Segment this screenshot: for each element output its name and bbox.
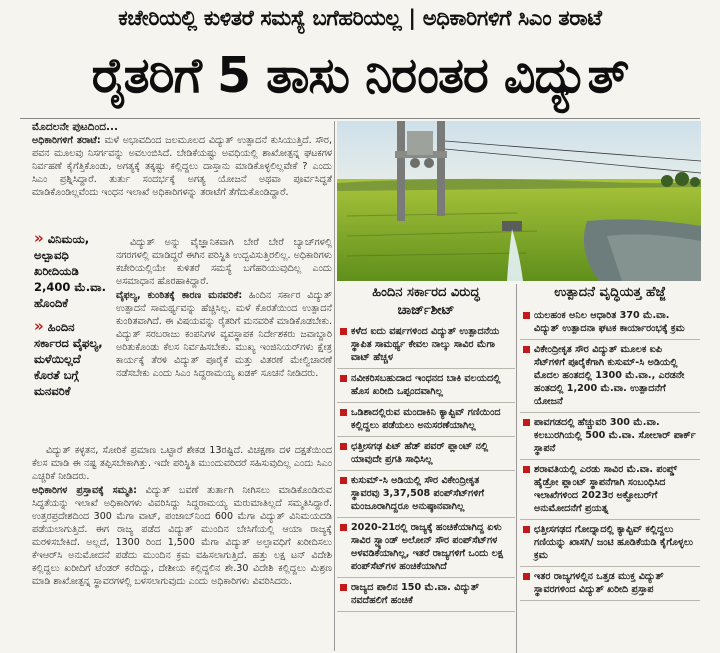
article-para-5: ವಿದ್ಯುತ್ ಬವಣೆ ತುರ್ತಾಗಿ ನೀಗಿಸಲು ಮಾಡಿಕೊಂಡಿರುವ ಸಿದ್ಧತೆಯನ್ನು ಇಲಾಖೆ ಅಧಿಕಾರಿಗಳು ವಿವರಿಸಿದ್ದು ಸಿದ್ದರಾಮಯ್ಯ ಮರುಮಾತಿಲ್ಲದೆ ಸಮ್ಮತಿಸಿದ್ದಾರೆ. ಉತ್ತರಪ್ರದೇಶದಿಂದ 300 ಮೆಗಾ ವಾಟ್, ಪಂಜಾಬ್‌ನಿಂದ 600 ಮೆಗಾ ವಿದ್ಯುತ್ ವಿನಿಮಯದಡಿ ಪಡೆಯಲಾಗುತ್ತಿದೆ. ಈಗ ರಾಜ್ಯ ಪಡೆದ ವಿದ್ಯುತ್ ಮುಂದಿನ ಬೇಸಿಗೆಯಲ್ಲಿ ಆಯಾ ರಾಜ್ಯಕ್ಕೆ ಮರಳಿಸಬೇಕಿದೆ. ಅಲ್ಲದೆ, 1300 ರಿಂದ 1,500 ಮೆಗಾ ವಿದ್ಯುತ್ ಅಲ್ಪಾವಧಿಗೆ ಖರೀದಿಸಲು ಕೆಇಆರ್‌ಸಿ ಅನುಮೋದನೆ ಪಡೆದು ಮುಂದಿನ ಕ್ರಮ ವಹಿಸಲಾಗುತ್ತಿದೆ. ಹತ್ತು ಲಕ್ಷ ಟನ್ ವಿದೇಶಿ ಕಲ್ಲಿದ್ದಲು ಖರೀದಿಗೆ ಟೆಂಡರ್ ಕರೆದಿದ್ದು, ದೇಶೀಯ ಕಲ್ಲಿದ್ದಲಿನ ಶೇ.30 ವಿದೇಶಿ ಕಲ್ಲಿದ್ದಲು ಮಿಶ್ರಣ ಮಾಡಿ ಶಾಖೋತ್ಪನ್ನ ಸ್ಥಾವರಗಳಲ್ಲಿ ಬಳಸಲಾಗುವುದು ಎಂದು ಅಧಿಕಾರಿಗಳು ವಿವರಿಸಿದರು. <box>32 485 332 587</box>
chargesheet-item: ಕುಸುಮ್-ಸಿ ಅಡಿಯಲ್ಲಿ ಸೌರ ವಿಕೇಂದ್ರೀಕೃತ ಸ್ಥಾವರವು 3,37,508 ಪಂಪ್‌ಸೆಟ್‌ಗಳಿಗೆ ಮಂಜೂರಾಗಿದ್ದರೂ ಅನುಷ್ಠಾನವಾಗಿಲ್ಲ <box>337 471 515 518</box>
article-para-3: ಹಿಂದಿನ ಸರ್ಕಾರ ವಿದ್ಯುತ್ ಉತ್ಪಾದನೆ ಸಾಮರ್ಥ್ಯವನ್ನು ಹೆಚ್ಚಿಸಿಲ್ಲ. ಮಳೆ ಕೊರತೆಯಿಂದ ಉತ್ಪಾದನೆ ಕುಂಠಿತವಾಗಿದೆ. ಈ ವಿಷಯವನ್ನು ರೈತರಿಗೆ ಮನವರಿಕೆ ಮಾಡಿಕೊಡಬೇಕು. ವಿದ್ಯುತ್ ಸರಬರಾಜು ಕಂಪನಿಗಳ ವ್ಯವಸ್ಥಾಪಕ ನಿರ್ದೇಶಕರು ಜವಾಬ್ದಾರಿ ಅರಿತುಕೊಂಡು ಕೆಲಸ ನಿರ್ವಹಿಸಬೇಕು. ಮುಖ್ಯ ಇಂಜಿನಿಯರ್‌ಗಳು ಕ್ಷೇತ್ರ ಕಾರ್ಯಕ್ಕೆ ತೆರಳಿ ವಿದ್ಯುತ್ ಪೂರೈಕೆ ಮತ್ತು ವಿತರಣೆ ಮೇಲ್ವಿಚಾರಣೆ ನಡೆಸಬೇಕು ಎಂದು ಸಿಎಂ ಸಿದ್ದರಾಮಯ್ಯ ಖಡಕ್ ಸೂಚನೆ ನೀಡಿದರು. <box>116 290 332 379</box>
article-para-1: ಮಳೆ ಅಭಾವದಿಂದ ಜಲಮೂಲದ ವಿದ್ಯುತ್ ಉತ್ಪಾದನೆ ಕುಸಿಯುತ್ತಿದೆ. ಸೌರ, ಪವನ ಮೂಲವು ನಿಸರ್ಗವನ್ನು ಅವಲಂಬಿಸಿದೆ. ಬೇಡಿಕೆಯಷ್ಟು ಅವಧಿಯಲ್ಲಿ ಶಾಖೋತ್ಪನ್ನ ಘಟಕಗಳ ನಿರ್ವಹಣೆ ಕೈಗೆತ್ತಿಕೊಂಡು, ಅಗತ್ಯಕ್ಕೆ ತಕ್ಕಷ್ಟು ಕಲ್ಲಿದ್ದಲು ದಾಸ್ತಾನು ಮಾಡಿಕೊಳ್ಳಲಿಲ್ಲವೇಕೆ ? ಎಂದು ಸಿಎಂ ಪ್ರಶ್ನಿಸಿದ್ದಾರೆ. ತುರ್ತು ಸಂದರ್ಭಕ್ಕೆ ಅಗತ್ಯ ಯೋಜನೆ ಅಥವಾ ಪೂರ್ವಸಿದ್ಧತೆ ಮಾಡಿಕೊಂಡಿಲ್ಲವೆಂದು ಇಂಧನ ಇಲಾಖೆ ಅಧಿಕಾರಿಗಳನ್ನು ತರಾಟೆಗೆ ತೆಗೆದುಕೊಂಡಿದ್ದಾರೆ. <box>32 135 332 198</box>
pullquote-1: » ವಿನಿಮಯ, ಅಲ್ಪಾವಧಿ ಖರೀದಿಯಡಿ 2,400 ಮೆ.ವಾ. ಹೊಂದಿಕೆ <box>34 229 106 310</box>
production-item: ವಿಕೇಂದ್ರೀಕೃತ ಸೌರ ವಿದ್ಯುತ್ ಮೂಲಕ ಐಪಿ ಸೆಟ್‌ಗಳಿಗೆ ಪೂರೈಕೆಗಾಗಿ ಕುಸುಮ್-ಸಿ ಅಡಿಯಲ್ಲಿ ಮೊದಲ ಹಂತದಲ್ಲಿ 1300 ಮೆ.ವಾ., ಎರಡನೇ ಹಂತದಲ್ಲಿ 1,200 ಮೆ.ವಾ. ಉತ್ಪಾದನೆಗೆ ಯೋಜನೆ <box>520 340 700 413</box>
field-photo <box>337 121 701 281</box>
headline-rule <box>20 118 700 119</box>
chargesheet-item: ಛತ್ತೀಸಗಢ ಪಿಟ್ ಹೆಡ್ ಪವರ್ ಪ್ಲಾಂಟ್ ನಲ್ಲಿ ಯಾವುದೇ ಪ್ರಗತಿ ಸಾಧಿಸಿಲ್ಲ <box>337 437 515 471</box>
headline-kicker: ಕಚೇರಿಯಲ್ಲಿ ಕುಳಿತರೆ ಸಮಸ್ಯೆ ಬಗೆಹರಿಯಲ್ಲ | ಅಧಿಕಾರಿಗಳಿಗೆ ಸಿಎಂ ತರಾಟೆ <box>118 6 602 30</box>
production-item: ಛತ್ತೀಸಗಢದ ಗೋದ್ನಾದಲ್ಲಿ ಕ್ಯಾಪ್ಟಿವ್ ಕಲ್ಲಿದ್ದಲು ಗಣಿಯನ್ನು ಖಾಸಗಿ/ ಜಂಟಿ ಹೂಡಿಕೆಯಡಿ ಕೈಗೊಳ್ಳಲು ಕ್ರಮ <box>520 520 700 567</box>
production-title: ಉತ್ಪಾದನೆ ವೃದ್ಧಿಯತ್ತ ಹೆಜ್ಜೆ <box>554 285 666 300</box>
page-headline: ರೈತರಿಗೆ 5 ತಾಸು ನಿರಂತರ ವಿದ್ಯುತ್ <box>91 47 629 104</box>
production-item: ಇತರ ರಾಜ್ಯಗಳಲ್ಲಿನ ಒತ್ತಡ ಮುಕ್ತ ವಿದ್ಯುತ್ ಸ್ಥಾವರಗಳಿಂದ ವಿದ್ಯುತ್ ಖರೀದಿ ಪ್ರಸ್ತಾಪ <box>520 567 700 601</box>
chargesheet-item: ನವೀಕರಿಸಬಹುದಾದ ಇಂಧನದ ಬಾಕಿ ವಲಯದಲ್ಲಿ ಹೊಸ ಖರೀದಿ ಒಪ್ಪಂದವಾಗಿಲ್ಲ <box>337 369 515 403</box>
chargesheet-box <box>337 284 515 653</box>
article-intro <box>32 134 332 234</box>
production-item: ಶರಾವತಿಯಲ್ಲಿ ಎರಡು ಸಾವಿರ ಮೆ.ವಾ. ಪಂಪ್ಡ್ ಹೈಡ್ರೋ ಪ್ಲಾಂಟ್ ಸ್ಥಾಪನೆಗಾಗಿ ಸಂಬಂಧಿಸಿದ ಇಲಾಖೆಗಳಿಂದ 2023ರ ಅಕ್ಟೋಬರ್‌ಗೆ ಅನುಮೋದನೆಗೆ ಪ್ರಯತ್ನ <box>520 460 700 520</box>
chargesheet-item: ರಾಜ್ಯದ ಪಾಲಿನ 150 ಮೆ.ವಾ. ವಿದ್ಯುತ್ ನವದೆಹಲಿಗೆ ಹಂಚಿಕೆ <box>337 578 515 612</box>
chargesheet-item: 2020-21ರಲ್ಲಿ ರಾಜ್ಯಕ್ಕೆ ಹಂಚಿಕೆಯಾಗಿದ್ದ ಏಳು ಸಾವಿರ ಸ್ಟ್ಯಾಂಡ್ ಅಲೋನ್ ಸೌರ ಪಂಪ್‌ಸೆಟ್‌ಗಳ ಅಳವಡಿಕೆಯಾಗಿಲ್ಲ, ಇತರೆ ರಾಜ್ಯಗಳಿಗೆ ಒಂದು ಲಕ್ಷ ಪಂಪ್‌ಸೆಟ್‌ಗಳ ಹಂಚಿಕೆಯಾಗಿದೆ <box>337 518 515 578</box>
article-column-bottom <box>32 444 332 653</box>
production-item: ಪಾವಗಡದಲ್ಲಿ ಹೆಚ್ಚುವರಿ 300 ಮೆ.ವಾ. ಕಲಬುರಗಿಯಲ್ಲಿ 500 ಮೆ.ವಾ. ಸೋಲಾರ್ ಪಾರ್ಕ್ ಸ್ಥಾಪನೆ <box>520 413 700 460</box>
production-box <box>520 284 700 653</box>
production-item: ಯಲಹಂಕ ಅನಿಲ ಆಧಾರಿತ 370 ಮೆ.ವಾ. ವಿದ್ಯುತ್ ಉತ್ಪಾದನಾ ಘಟಕ ಕಾರ್ಯಾರಂಭಕ್ಕೆ ಕ್ರಮ <box>520 306 700 340</box>
divider-left <box>334 121 335 651</box>
chargesheet-item: ಒಡಿಶಾದಲ್ಲಿರುವ ಮಂದಾಕಿನಿ ಕ್ಯಾಪ್ಟಿವ್ ಗಣಿಯಿಂದ ಕಲ್ಲಿದ್ದಲು ಪಡೆಯಲು ಅನುಸರಣೆಯಾಗಿಲ್ಲ <box>337 403 515 437</box>
lead-label: ಅಧಿಕಾರಿಗಳಿಗೆ ತರಾಟೆ: <box>32 135 101 146</box>
pullquote-1-text: ವಿನಿಮಯ, ಅಲ್ಪಾವಧಿ ಖರೀದಿಯಡಿ 2,400 ಮೆ.ವಾ. ಹೊಂದಿಕೆ <box>34 232 106 310</box>
article-para-2: ವಿದ್ಯುತ್ ಅನ್ನು ವೈಜ್ಞಾನಿಕವಾಗಿ ಬೇರೆ ಬೇರೆ ಬ್ಯಾಚ್‌ಗಳಲ್ಲಿ ನಗರಗಳಲ್ಲಿ ಮಾಡಿದ್ದರೆ ಈಗಿನ ಪರಿಸ್ಥಿತಿ ಉದ್ಭವಿಸುತ್ತಿರಲಿಲ್ಲ. ಅಧಿಕಾರಿಗಳು ಕಚೇರಿಯಲ್ಲಿಯೇ ಕುಳಿತರೆ ಸಮಸ್ಯೆ ಬಗೆಹರಿಯುವುದಿಲ್ಲ ಎಂದು ಅಸಮಾಧಾನ ಹೊರಹಾಕಿದ್ದಾರೆ. <box>116 237 332 287</box>
divider-right <box>516 284 517 653</box>
continued-label: ಮೊದಲನೇ ಪುಟದಿಂದ... <box>32 121 118 133</box>
article-para-4: ವಿದ್ಯುತ್ ಕಳ್ಳತನ, ಸೋರಿಕೆ ಪ್ರಮಾಣ ಒಟ್ಟಾರೆ ಶೇಕಡ 13ರಷ್ಟಿದೆ. ವಿಚಕ್ಷಣಾ ದಳ ದಕ್ಷತೆಯಿಂದ ಕೆಲಸ ಮಾಡಿ ಈ ನಷ್ಟ ತಪ್ಪಿಸಬೇಕಾಗಿತ್ತು. ಇದೇ ಪರಿಸ್ಥಿತಿ ಮುಂದುವರಿದರೆ ಸಹಿಸುವುದಿಲ್ಲ ಎಂದು ಸಿಎಂ ಎಚ್ಚರಿಕೆ ನೀಡಿದರು. <box>32 445 332 482</box>
lead2-label: ವೈಫಲ್ಯ, ಕುಂಠಿತಕ್ಕೆ ಕಾರಣ ಮನವರಿಕೆ: <box>116 290 243 301</box>
article-column-middle <box>116 236 332 442</box>
pullquote-2: » ಹಿಂದಿನ ಸರ್ಕಾರದ ವೈಫಲ್ಯ, ಮಳೆಯಿಲ್ಲದೆ ಕೊರತೆ ಬಗ್ಗೆ ಮನವರಿಕೆ <box>34 317 103 398</box>
pullquote-2-text: ಹಿಂದಿನ ಸರ್ಕಾರದ ವೈಫಲ್ಯ, ಮಳೆಯಿಲ್ಲದೆ ಕೊರತೆ ಬಗ್ಗೆ ಮನವರಿಕೆ <box>34 320 103 398</box>
chargesheet-subtitle: ಚಾರ್ಜ್‌ಶೀಟ್ <box>397 303 455 318</box>
lead3-label: ಅಧಿಕಾರಿಗಳ ಪ್ರಸ್ತಾವಕ್ಕೆ ಸಮ್ಮತಿ: <box>32 485 137 496</box>
chargesheet-item: ಕಳೆದ ಐದು ವರ್ಷಗಳಿಂದ ವಿದ್ಯುತ್ ಉತ್ಪಾದನೆಯ ಸ್ಥಾಪಿತ ಸಾಮರ್ಥ್ಯ ಕೇವಲ ನಾಲ್ಕು ಸಾವಿರ ಮೆಗಾ ವಾಟ್ ಹೆಚ್ಚಳ <box>337 322 515 369</box>
paddy-field-image <box>337 121 701 281</box>
chargesheet-title: ಹಿಂದಿನ ಸರ್ಕಾರದ ವಿರುದ್ಧ <box>372 285 480 300</box>
